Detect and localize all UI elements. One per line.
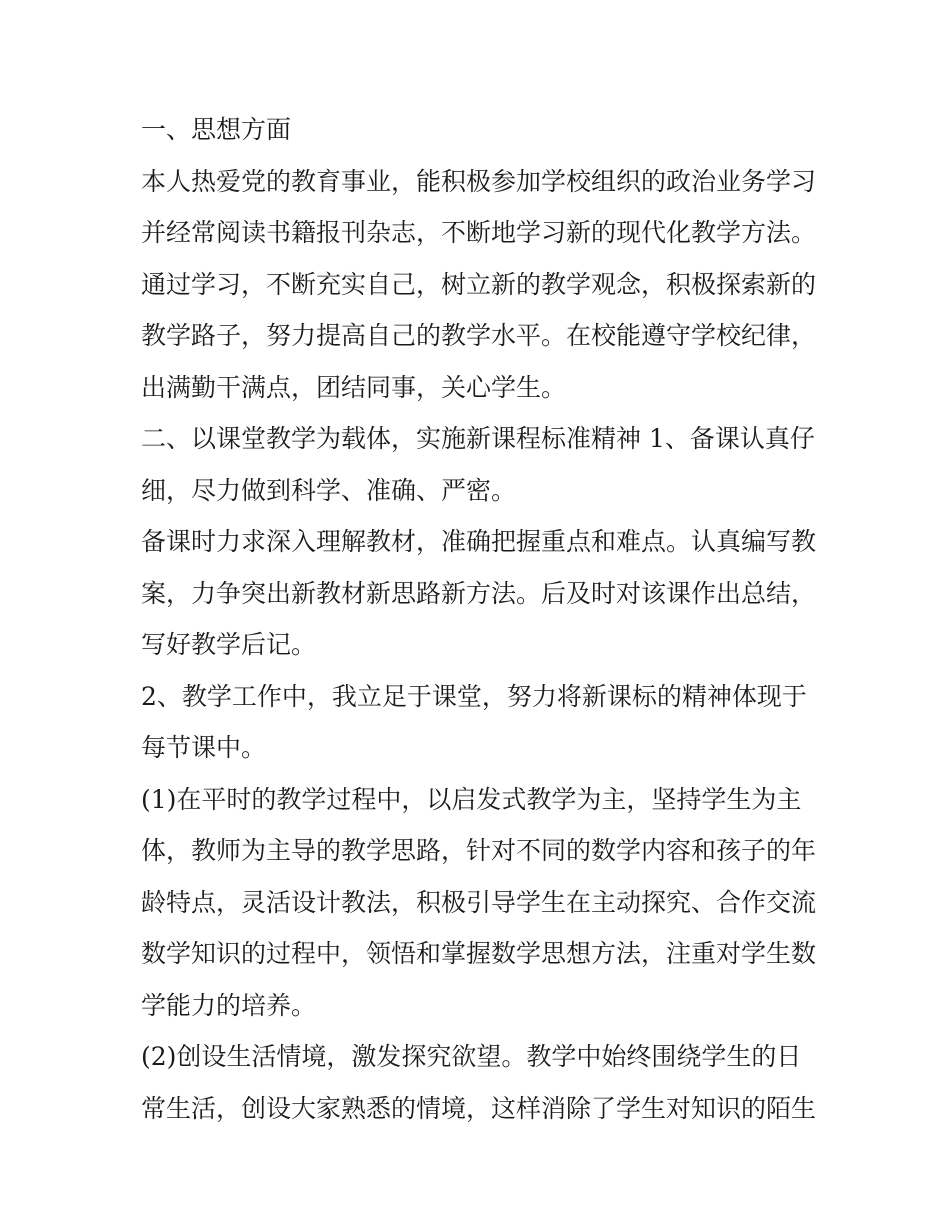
text-line: 并经常阅读书籍报刊杂志，不断地学习新的现代化教学方法。 xyxy=(141,218,817,247)
section-heading-classroom: 二、以课堂教学为载体，实施新课程标准精神 1、备课认真仔 xyxy=(141,424,815,453)
text-line: 通过学习，不断充实自己，树立新的教学观念，积极探索新的 xyxy=(141,269,817,299)
document-body xyxy=(141,104,821,1134)
text-line: 细，尽力做到科学、准确、严密。 xyxy=(141,475,517,505)
text-line: 2、教学工作中，我立足于课堂，努力将新课标的精神体现于 xyxy=(141,681,807,711)
text-line: 常生活，创设大家熟悉的情境，这样消除了学生对知识的陌生 xyxy=(141,1093,817,1123)
text-line: 写好教学后记。 xyxy=(141,630,317,659)
text-line: 备课时力求深入理解教材，准确把握重点和难点。认真编写教 xyxy=(141,527,817,556)
text-line: 每节课中。 xyxy=(141,733,267,762)
text-line: (1)在平时的教学过程中，以启发式教学为主，坚持学生为主 xyxy=(141,784,802,814)
text-line: 案，力争突出新教材新思路新方法。后及时对该课作出总结， xyxy=(141,578,817,608)
text-line: 体，教师为主导的教学思路，针对不同的数学内容和孩子的年 xyxy=(141,836,817,865)
text-line: 教学路子，努力提高自己的教学水平。在校能遵守学校纪律， xyxy=(141,321,817,350)
text-line: 出满勤干满点，团结同事，关心学生。 xyxy=(141,372,567,402)
text-line: 龄特点，灵活设计教法，积极引导学生在主动探究、合作交流 xyxy=(141,887,817,917)
section-heading-ideology: 一、思想方面 xyxy=(141,115,292,144)
text-line: 本人热爱党的教育事业，能积极参加学校组织的政治业务学习 xyxy=(141,166,817,196)
text-line: 学能力的培养。 xyxy=(141,990,317,1020)
text-line: 数学知识的过程中，领悟和掌握数学思想方法，注重对学生数 xyxy=(141,939,817,968)
text-line: (2)创设生活情境，激发探究欲望。教学中始终围绕学生的日 xyxy=(141,1042,802,1071)
